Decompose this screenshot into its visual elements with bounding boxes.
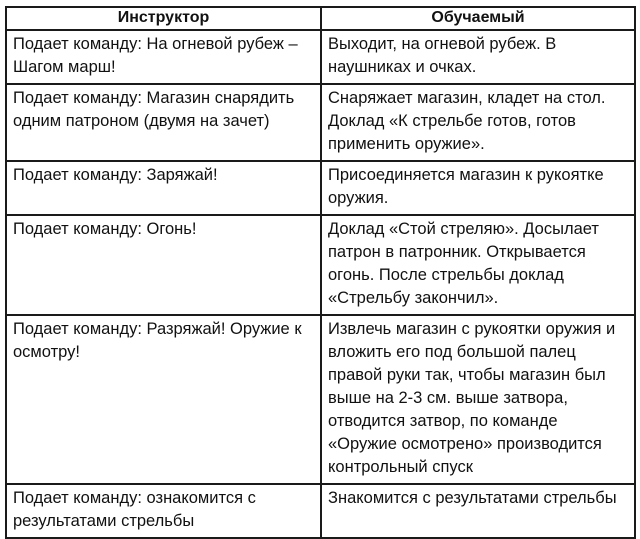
- instructor-text: Подает команду: Магазин снарядить одним патроном (двумя на зачет): [13, 89, 295, 130]
- instructor-cell: [6, 84, 321, 161]
- table-body: [6, 30, 635, 538]
- trainee-cell: [321, 315, 635, 484]
- trainee-text: Извлечь магазин с рукоятки оружия и вложить его под большой палец правой руки так, чтобы магазин был выше на 2-3 см. выше затвора, отводится затвор, по команде «Оружие осмотрено» производится контрольный спуск: [328, 320, 616, 476]
- table-row: [6, 84, 635, 161]
- instructor-cell: [6, 215, 321, 315]
- table-row: [6, 484, 635, 538]
- header-row: [6, 7, 635, 30]
- trainee-text: Выходит, на огневой рубеж. В наушниках и очках.: [328, 35, 557, 76]
- table-row: [6, 315, 635, 484]
- trainee-text: Снаряжает магазин, кладет на стол. Доклад «К стрельбе готов, готов применить оружие».: [328, 89, 606, 153]
- instructor-cell: [6, 484, 321, 538]
- instructor-text: Подает команду: Разряжай! Оружие к осмотру!: [13, 320, 302, 361]
- instructor-cell: [6, 161, 321, 215]
- trainee-text: Доклад «Стой стреляю». Досылает патрон в патронник. Открывается огонь. После стрельбы доклад «Стрельбу закончил».: [328, 220, 599, 307]
- instructor-text: Подает команду: Заряжай!: [13, 166, 218, 184]
- table-row: [6, 161, 635, 215]
- trainee-text: Знакомится с результатами стрельбы: [328, 489, 617, 507]
- instructor-text: Подает команду: Огонь!: [13, 220, 197, 238]
- instructor-text: Подает команду: На огневой рубеж – Шагом марш!: [13, 35, 298, 76]
- procedure-table: [5, 6, 636, 539]
- trainee-cell: [321, 215, 635, 315]
- header-instructor: Инструктор: [6, 7, 321, 30]
- instructor-cell: [6, 30, 321, 84]
- trainee-cell: [321, 84, 635, 161]
- table-header: [6, 7, 635, 30]
- trainee-cell: [321, 484, 635, 538]
- trainee-cell: [321, 161, 635, 215]
- table-row: [6, 30, 635, 84]
- instructor-text: Подает команду: ознакомится с результатами стрельбы: [13, 489, 256, 530]
- trainee-cell: [321, 30, 635, 84]
- trainee-text: Присоединяется магазин к рукоятке оружия.: [328, 166, 604, 207]
- header-trainee: Обучаемый: [321, 7, 635, 30]
- instructor-cell: [6, 315, 321, 484]
- table-row: [6, 215, 635, 315]
